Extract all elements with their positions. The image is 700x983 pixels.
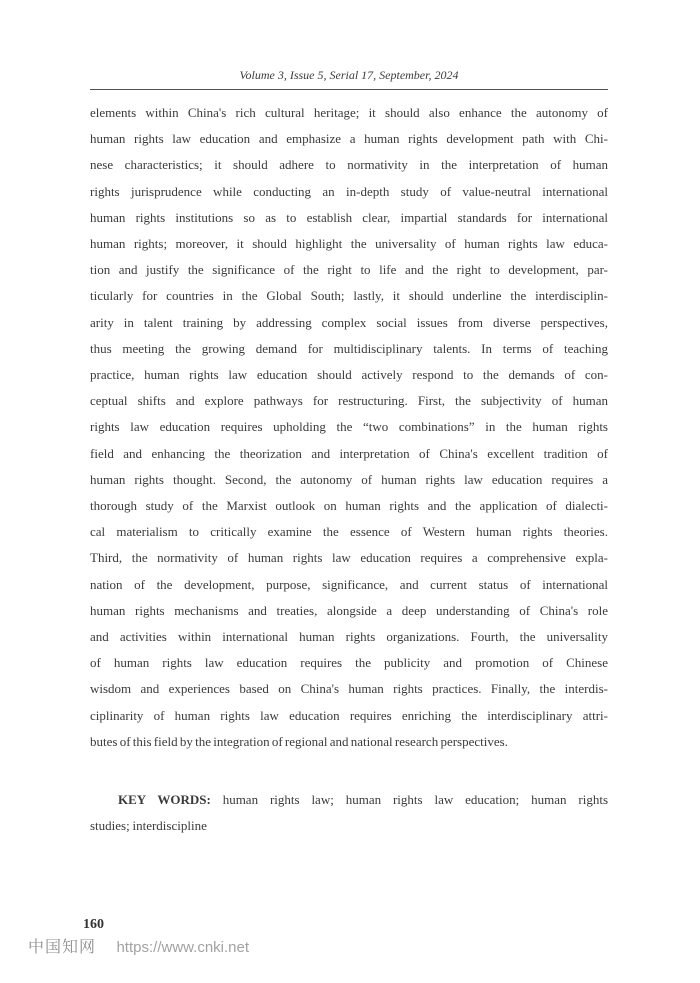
abstract-line: arity in talent training by addressing complex social issues from diverse perspectives, (90, 314, 608, 330)
abstract-body (90, 100, 608, 755)
journal-citation-line: Volume 3, Issue 5, Serial 17, September, 2024 (239, 68, 459, 82)
abstract-line: wisdom and experiences based on China's human rights practices. Finally, the interdis- (90, 681, 608, 697)
keywords-paragraph (90, 787, 608, 839)
cnki-url-text: https://www.cnki.net (116, 939, 250, 956)
abstract-line: Third, the normativity of human rights law education requires a comprehensive expla- (90, 550, 608, 566)
cnki-watermark (28, 938, 249, 958)
abstract-line: rights law education requires upholding the “two combinations” in the human rights (90, 419, 608, 435)
abstract-line: practice, human rights law education should actively respond to the demands of con- (90, 367, 608, 383)
abstract-line: thus meeting the growing demand for multidisciplinary talents. In terms of teaching (90, 340, 608, 356)
abstract-line: tion and justify the significance of the right to life and the right to development, par- (90, 262, 608, 278)
keywords-label: KEY WORDS: (118, 792, 211, 807)
abstract-line: thorough study of the Marxist outlook on human rights and the application of dialecti- (90, 498, 608, 514)
abstract-line: rights jurisprudence while conducting an in-depth study of value-neutral international (90, 183, 608, 199)
abstract-line: ciplinarity of human rights law education requires enriching the interdisciplinary attri- (90, 707, 608, 723)
keywords-line-1 (90, 787, 608, 813)
abstract-line: butes of this field by the integration of regional and national research perspectives. (90, 733, 508, 749)
abstract-line: and activities within international human rights organizations. Fourth, the universality (90, 629, 608, 645)
abstract-line: human rights mechanisms and treaties, alongside a deep understanding of China's role (90, 602, 608, 618)
keywords-terms-line1: human rights law; human rights law education; human rights (222, 792, 609, 807)
abstract-line: human rights thought. Second, the autonomy of human rights law education requires a (90, 471, 608, 487)
abstract-line: human rights; moreover, it should highlight the universality of human rights law educa- (90, 236, 608, 252)
cnki-logo-text: 中国知网 (28, 939, 97, 956)
abstract-line: nation of the development, purpose, significance, and current status of international (90, 576, 608, 592)
page-number: 160 (83, 917, 104, 932)
keywords-terms-line2: studies; interdiscipline (90, 818, 207, 834)
abstract-line: human rights institutions so as to establish clear, impartial standards for international (90, 209, 608, 225)
abstract-line: ticularly for countries in the Global South; lastly, it should underline the interdisciplin- (90, 288, 608, 304)
abstract-line: cal materialism to critically examine the essence of Western human rights theories. (90, 524, 608, 540)
abstract-line: nese characteristics; it should adhere to normativity in the interpretation of human (90, 157, 608, 173)
abstract-line: field and enhancing the theorization and interpretation of China's excellent tradition of (90, 445, 608, 461)
abstract-line: elements within China's rich cultural heritage; it should also enhance the autonomy of (90, 105, 608, 120)
abstract-line: of human rights law education requires the publicity and promotion of Chinese (90, 655, 608, 671)
abstract-line: human rights law education and emphasize a human rights development path with Chi- (90, 131, 608, 147)
abstract-line: ceptual shifts and explore pathways for restructuring. First, the subjectivity of human (90, 393, 608, 409)
running-head (90, 68, 608, 90)
